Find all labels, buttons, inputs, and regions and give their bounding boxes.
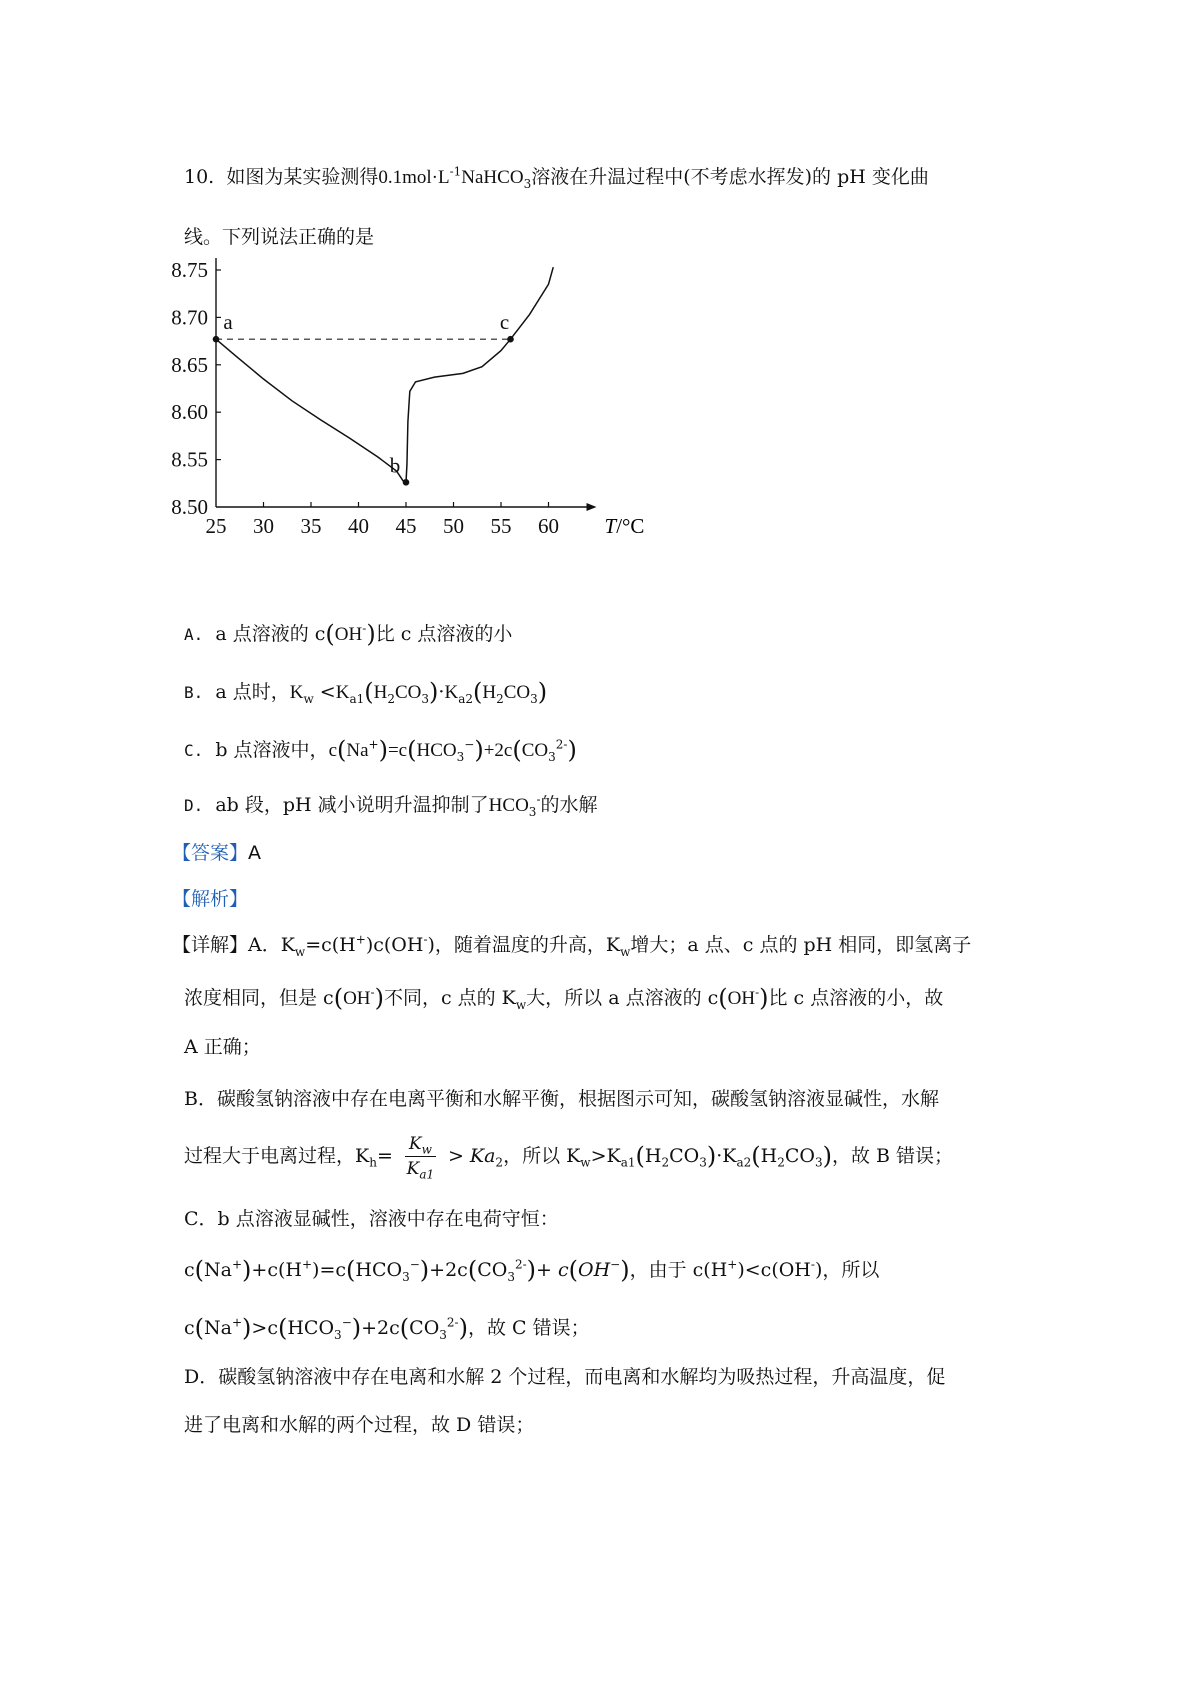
ph-curve [216,267,553,482]
detail-line-1: 【详解】A．$K_w=c(H^+)c(OH^-)$，随着温度的升高，$K_w$增大；a 点、c 点的 pH 相同，即氢离子 [172,932,972,959]
answer-value: A [248,842,262,864]
detail-line-2: 浓度相同，但是 c(OH-)不同，c 点的 $K_w$大，所以 a 点溶液的 c(OH-)比 c 点溶液的小，故 [184,984,944,1012]
x-tick-label: 30 [253,514,274,538]
x-tick-label: 45 [395,514,417,538]
detail-line-4: B．碳酸氢钠溶液中存在电离平衡和水解平衡，根据图示可知，碳酸氢钠溶液显碱性，水解 [184,1088,939,1110]
y-tick-label: 8.50 [171,495,208,519]
option-a: A. a 点溶液的 c(OH-)比 c 点溶液的小 [184,620,513,648]
chart-points [213,310,514,485]
y-tick-label: 8.60 [171,400,208,425]
x-axis-label: T/°C [604,514,645,538]
question-line-2: 线。下列说法正确的是 [184,226,375,248]
y-tick-label: 8.70 [171,305,208,330]
point-c [507,336,514,343]
detail-line-7: $c(Na^+)+c(H^+)=c(HCO_3^-)+2c(CO_3^{2-})+ c(OH^-)$，由于 c(H+)<c(OH-)，所以 [184,1256,880,1284]
option-d: D. ab 段，pH 减小说明升温抑制了$HCO_3^-$的水解 [184,792,598,819]
chart-ticks [171,258,559,538]
option-b: B. a 点时，$K_w <K_{a1}(H_2CO_3)\cdot K_{a2}(H_2CO_3)$ [184,678,548,706]
x-tick-label: 50 [443,514,464,538]
y-tick-label: 8.75 [171,258,208,282]
detail-line-9: D．碳酸氢钠溶液中存在电离和水解 2 个过程，而电离和水解均为吸热过程，升高温度，促 [184,1366,946,1388]
point-label-b: b [389,453,401,478]
x-axis-arrow [587,503,597,511]
detail-line-8: $c(Na^+)>c(HCO_3^-)+2c(CO_3^{2-})$，故 C 错误； [184,1314,590,1342]
y-tick-label: 8.65 [171,352,208,377]
detail-line-10: 进了电离和水解的两个过程，故 D 错误； [184,1414,535,1436]
point-a [213,336,220,343]
x-tick-label: 35 [300,514,322,538]
x-tick-label: 40 [348,514,369,538]
y-tick-label: 8.55 [171,447,208,472]
analysis-heading: 【解析】 [172,888,249,910]
question-line-1: 10. 如图为某实验测得$0.1mol\cdot L^{-1}NaHCO_3$溶液在升温过程中(不考虑水挥发)的 pH 变化曲 [184,164,929,191]
answer-title: 答案 [191,842,230,864]
option-c: C. b 点溶液中，$c(Na^+)=c(HCO_3^-)+2c(CO_3^{2-})$ [184,736,577,764]
detail-line-5: 过程大于电离过程，$K_h=$ $\frac{K_w}{K_{a1}}$ > $Ka_2$，所以 $K_w>K_{a1}(H_2CO_3)\cdot K_{a2}(H_2CO_3)$，故 B 错误； [184,1134,954,1182]
x-tick-label: 60 [538,514,559,538]
question-number: 10. [184,166,215,188]
point-label-c: c [499,310,510,335]
x-tick-label: 55 [490,514,512,538]
point-b [403,479,410,486]
answer-line: 【答案】A [172,842,262,864]
detail-line-6: C．b 点溶液显碱性，溶液中存在电荷守恒： [184,1208,559,1230]
x-tick-label: 25 [205,514,227,538]
point-label-a: a [223,310,233,335]
ph-temperature-chart [160,258,680,598]
kh-fraction: $\frac{K_w}{K_{a1}}$ [406,1134,435,1182]
detail-line-3: A 正确； [184,1036,261,1058]
